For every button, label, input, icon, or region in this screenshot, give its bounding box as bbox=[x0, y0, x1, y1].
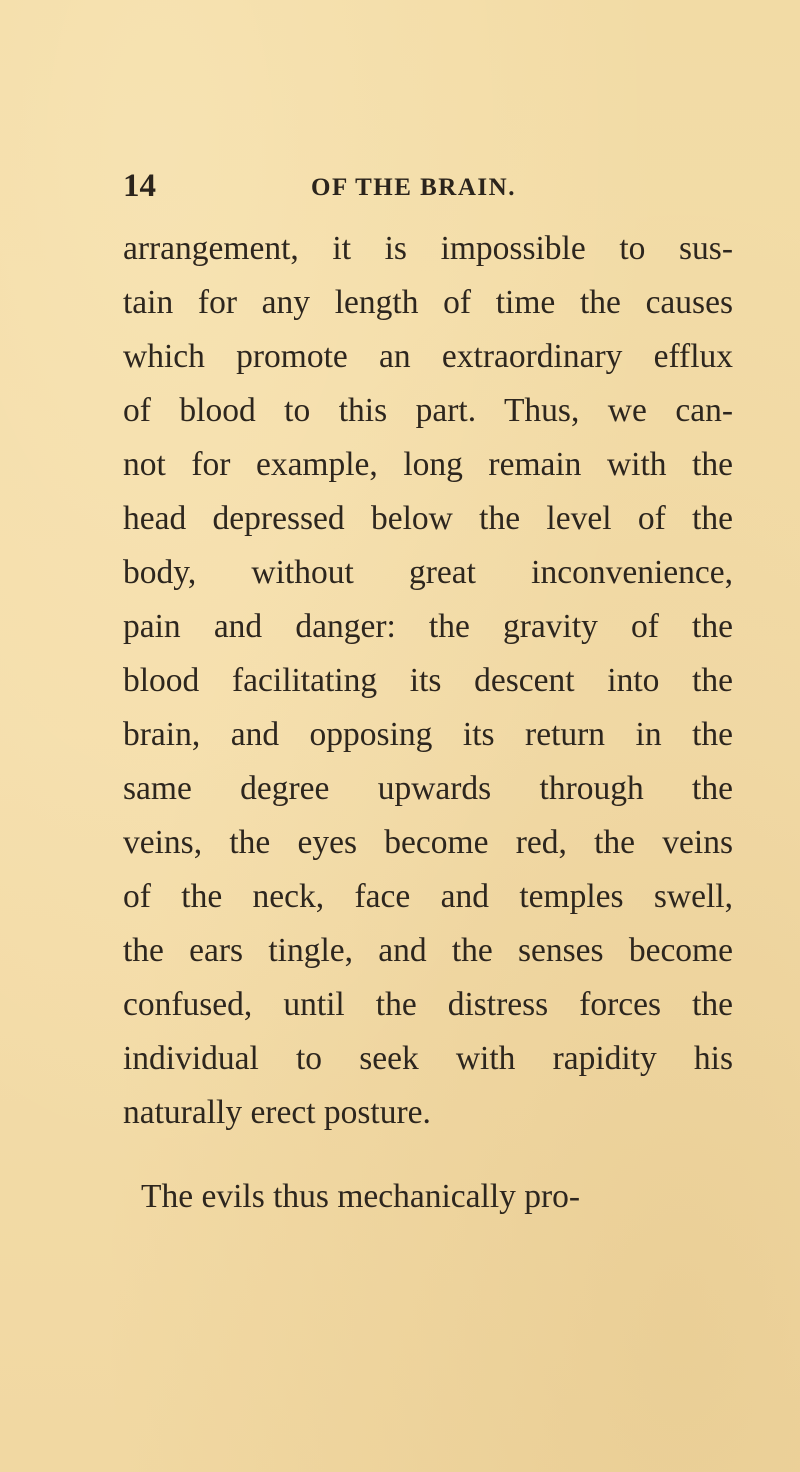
text-line: individual to seek with rapidity his bbox=[123, 1040, 733, 1077]
paragraph-2 bbox=[123, 1170, 733, 1224]
text-line: tain for any length of time the causes bbox=[123, 284, 733, 321]
text-line: blood facilitating its descent into the bbox=[123, 662, 733, 699]
text-line: body, without great inconvenience, bbox=[123, 554, 733, 591]
text-line: head depressed below the level of the bbox=[123, 500, 733, 537]
running-head-title: OF THE BRAIN. bbox=[311, 174, 516, 201]
text-line: the ears tingle, and the senses become bbox=[123, 932, 733, 969]
text-line: not for example, long remain with the bbox=[123, 446, 733, 483]
paragraph-gap bbox=[123, 1140, 733, 1170]
text-line: which promote an extraordinary efflux bbox=[123, 338, 733, 375]
text-line: naturally erect posture. bbox=[123, 1094, 431, 1131]
text-line: same degree upwards through the bbox=[123, 770, 733, 807]
text-line: arrangement, it is impossible to sus- bbox=[123, 230, 733, 267]
text-line: brain, and opposing its return in the bbox=[123, 716, 733, 753]
page-number: 14 bbox=[123, 168, 156, 204]
text-line: The evils thus mechanically pro- bbox=[141, 1178, 581, 1215]
text-line: confused, until the distress forces the bbox=[123, 986, 733, 1023]
running-head bbox=[123, 168, 743, 208]
paragraph-1 bbox=[123, 222, 733, 1140]
text-line: pain and danger: the gravity of the bbox=[123, 608, 733, 645]
text-line: veins, the eyes become red, the veins bbox=[123, 824, 733, 861]
text-line: of blood to this part. Thus, we can- bbox=[123, 392, 733, 429]
text-line: of the neck, face and temples swell, bbox=[123, 878, 733, 915]
body-text bbox=[123, 222, 733, 1224]
